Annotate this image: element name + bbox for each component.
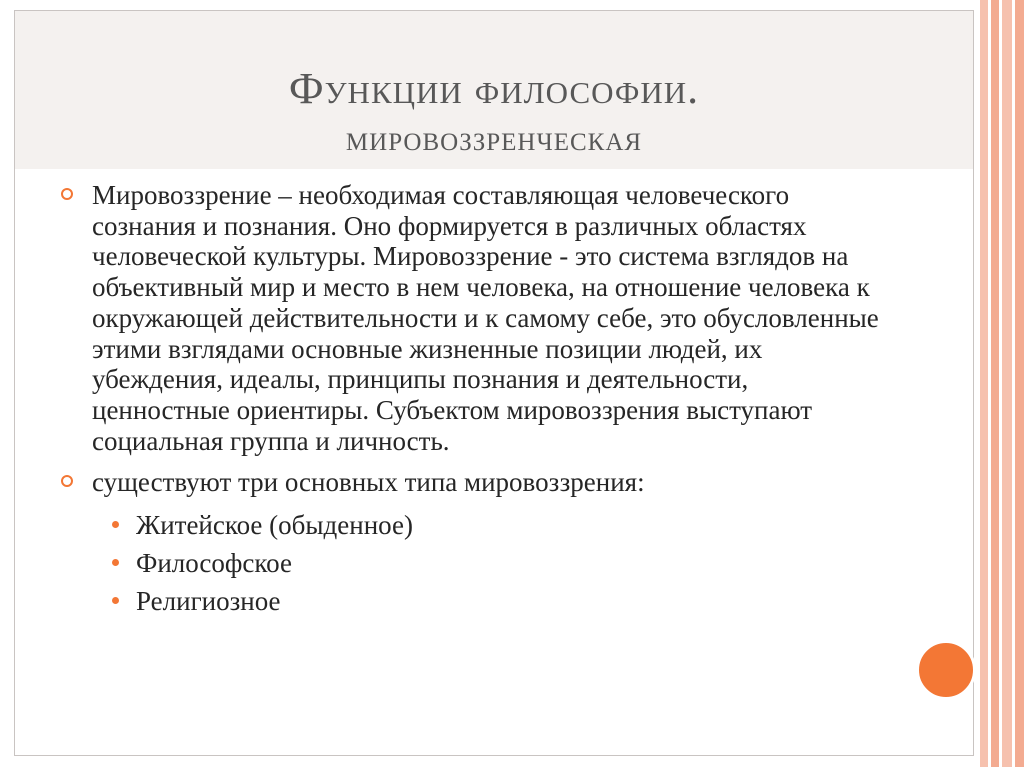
list-item-text: Религиозное <box>136 586 281 617</box>
orange-dot-icon <box>112 559 119 566</box>
bullet-worldview-definition <box>60 180 880 456</box>
list-item-text: Житейское (обыденное) <box>136 510 413 541</box>
bullet-text: Мировоззрение – необходимая составляющая человеческого сознания и познания. Оно формируется в различных областях человеческой культуры. Мировоззрение - это система взглядов на объективный мир и место в нем человека, на отношение человека к окружающей действительности и к самому себе, это обусловленные этими взглядами основные жизненные позиции людей, их убеждения, идеалы, принципы познания и деятельности, ценностные ориентиры. Субъектом мировоззрения выступают социальная группа и личность. <box>92 180 879 456</box>
orange-dot-icon <box>112 521 119 528</box>
decorative-stripes <box>980 0 1024 767</box>
list-item <box>110 544 880 582</box>
slide-body <box>60 180 880 620</box>
bullet-text: существуют три основных типа мировоззрения: <box>92 467 645 498</box>
decorative-circle-icon <box>916 640 976 700</box>
slide-subtitle: мировоззренческая <box>345 119 643 158</box>
slide-title: Функции философии. <box>288 64 700 113</box>
orange-ring-icon <box>61 475 73 487</box>
worldview-types-list <box>92 506 880 620</box>
list-item-text: Философское <box>136 548 292 579</box>
bullet-worldview-types <box>60 467 880 620</box>
title-band <box>15 11 973 169</box>
orange-ring-icon <box>61 188 73 200</box>
list-item <box>110 582 880 620</box>
list-item <box>110 506 880 544</box>
orange-dot-icon <box>112 597 119 604</box>
